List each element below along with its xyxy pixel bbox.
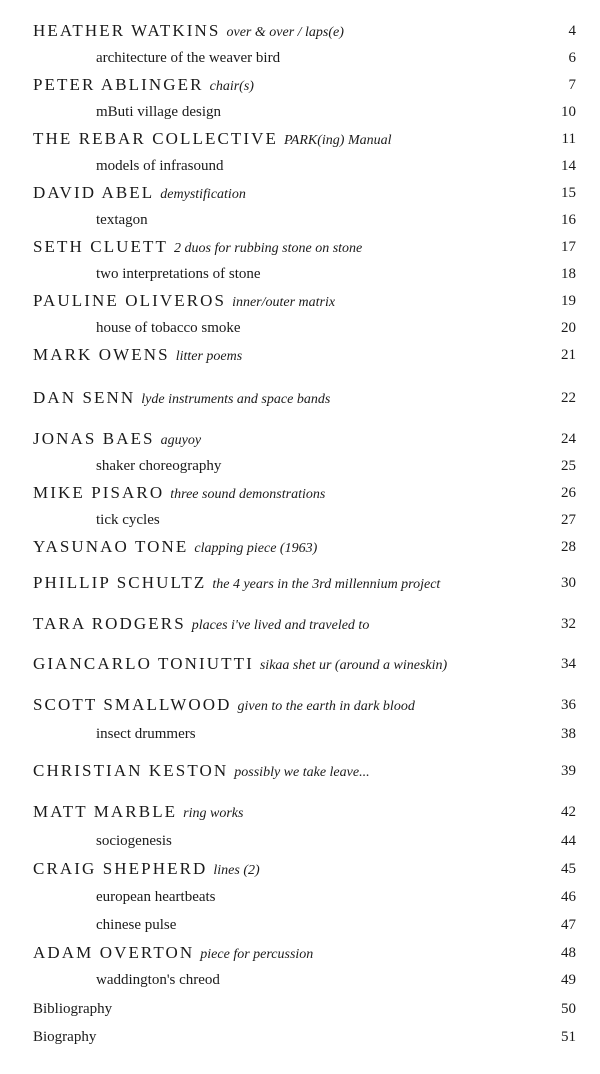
work-title: three sound demonstrations — [170, 487, 326, 502]
author-name: GIANCARLO TONIUTTI sikaa shet ur (around a wineskin) — [33, 654, 448, 673]
sub-entry-title: shaker choreography — [96, 458, 222, 474]
toc-entry — [0, 611, 600, 637]
author-name: YASUNAO TONE clapping piece (1963) — [33, 537, 318, 556]
author-name: MIKE PISARO three sound demonstrations — [33, 483, 326, 502]
author-name: DAVID ABEL demystification — [33, 183, 246, 202]
page-number: 28 — [561, 539, 576, 555]
work-title: chair(s) — [209, 79, 254, 94]
page-number: 18 — [561, 266, 576, 282]
toc-entry — [0, 799, 600, 825]
toc-sub-entry — [0, 884, 600, 910]
toc-entry — [0, 72, 600, 98]
page-number: 51 — [561, 1029, 576, 1045]
toc-entry — [0, 570, 600, 596]
work-title: given to the earth in dark blood — [237, 699, 415, 714]
author-name: CHRISTIAN KESTON possibly we take leave... — [33, 761, 370, 780]
sub-entry-title: waddington's chreod — [96, 972, 220, 988]
toc-sub-entry — [0, 828, 600, 854]
sub-entry-title: european heartbeats — [96, 889, 216, 905]
author-name: TARA RODGERS places i've lived and traveled to — [33, 614, 370, 633]
toc-sub-entry — [0, 207, 600, 233]
page-number: 46 — [561, 889, 576, 905]
biography-label: Biography — [33, 1029, 97, 1045]
toc-entry — [0, 426, 600, 452]
page-number: 24 — [561, 431, 576, 447]
page-number: 42 — [561, 804, 576, 820]
work-title: litter poems — [175, 349, 243, 364]
work-title: demystification — [160, 187, 246, 202]
page-number: 48 — [561, 945, 576, 961]
toc-entry — [0, 180, 600, 206]
toc-sub-entry — [0, 261, 600, 287]
sub-entry-title: two interpretations of stone — [96, 266, 261, 282]
page-number: 32 — [561, 616, 576, 632]
toc-sub-entry — [0, 967, 600, 993]
toc-entry — [0, 534, 600, 560]
toc-sub-entry — [0, 453, 600, 479]
page-number: 21 — [561, 347, 576, 363]
page-number: 50 — [561, 1001, 576, 1017]
toc-entry — [0, 385, 600, 411]
author-name: JONAS BAES aguyoy — [33, 429, 202, 448]
page-number: 26 — [561, 485, 576, 501]
author-name: DAN SENN lyde instruments and space bands — [33, 388, 331, 407]
work-title: 2 duos for rubbing stone on stone — [174, 241, 363, 256]
author-name: HEATHER WATKINS over & over / laps(e) — [33, 21, 344, 40]
author-name: PETER ABLINGER chair(s) — [33, 75, 254, 94]
work-title: over & over / laps(e) — [226, 25, 344, 40]
sub-entry-title: models of infrasound — [96, 158, 224, 174]
work-title: piece for percussion — [200, 947, 314, 962]
author-name: SETH CLUETT 2 duos for rubbing stone on stone — [33, 237, 363, 256]
page-number: 39 — [561, 763, 576, 779]
page-number: 20 — [561, 320, 576, 336]
sub-entry-title: sociogenesis — [96, 833, 172, 849]
page-number: 7 — [568, 77, 576, 93]
page-number: 6 — [568, 50, 576, 66]
page-number: 10 — [561, 104, 576, 120]
page-number: 34 — [561, 656, 576, 672]
page-number: 47 — [561, 917, 576, 933]
work-title: inner/outer matrix — [232, 295, 336, 310]
work-title: ring works — [183, 806, 244, 821]
toc-sub-entry — [0, 99, 600, 125]
toc-entry — [0, 758, 600, 784]
work-title: lyde instruments and space bands — [141, 392, 331, 407]
sub-entry-title: chinese pulse — [96, 917, 177, 933]
work-title: aguyoy — [160, 433, 202, 448]
sub-entry-title: house of tobacco smoke — [96, 320, 241, 336]
toc-entry — [0, 480, 600, 506]
toc-sub-entry — [0, 507, 600, 533]
author-name: CRAIG SHEPHERD lines (2) — [33, 859, 260, 878]
toc-entry — [0, 692, 600, 718]
author-name: THE REBAR COLLECTIVE PARK(ing) Manual — [33, 129, 392, 148]
toc-entry — [0, 856, 600, 882]
page-number: 30 — [561, 575, 576, 591]
toc-sub-entry — [0, 315, 600, 341]
author-name: MATT MARBLE ring works — [33, 802, 244, 821]
page-number: 22 — [561, 390, 576, 406]
author-name: PAULINE OLIVEROS inner/outer matrix — [33, 291, 336, 310]
toc-entry — [0, 126, 600, 152]
page-number: 19 — [561, 293, 576, 309]
page-number: 25 — [561, 458, 576, 474]
author-name: ADAM OVERTON piece for percussion — [33, 943, 314, 962]
toc-sub-entry — [0, 912, 600, 938]
page-number: 27 — [561, 512, 576, 528]
toc-entry — [0, 651, 600, 677]
sub-entry-title: textagon — [96, 212, 148, 228]
toc-entry — [0, 940, 600, 966]
page-number: 45 — [561, 861, 576, 877]
page-number: 16 — [561, 212, 576, 228]
author-name: SCOTT SMALLWOOD given to the earth in dark blood — [33, 695, 415, 714]
page-number: 15 — [561, 185, 576, 201]
toc-back-matter-entry — [0, 1024, 600, 1050]
page-number: 44 — [561, 833, 576, 849]
page-number: 49 — [561, 972, 576, 988]
toc-sub-entry — [0, 45, 600, 71]
work-title: lines (2) — [213, 863, 260, 878]
toc-entry — [0, 342, 600, 368]
work-title: PARK(ing) Manual — [284, 133, 392, 148]
sub-entry-title: architecture of the weaver bird — [96, 50, 281, 66]
page-number: 17 — [561, 239, 576, 255]
bibliography-label: Bibliography — [33, 1001, 113, 1017]
page-number: 11 — [561, 131, 576, 147]
toc-entry — [0, 288, 600, 314]
author-name: MARK OWENS litter poems — [33, 345, 243, 364]
work-title: places i've lived and traveled to — [191, 618, 370, 633]
work-title: sikaa shet ur (around a wineskin) — [259, 658, 448, 673]
author-name: PHILLIP SCHULTZ the 4 years in the 3rd millennium project — [33, 573, 441, 592]
page-number: 4 — [568, 23, 576, 39]
toc-entry — [0, 18, 600, 44]
page-number: 38 — [561, 726, 576, 742]
work-title: the 4 years in the 3rd millennium project — [212, 577, 441, 592]
page-number: 36 — [561, 697, 576, 713]
toc-entry — [0, 234, 600, 260]
toc-sub-entry — [0, 153, 600, 179]
toc-back-matter-entry — [0, 996, 600, 1022]
toc-sub-entry — [0, 721, 600, 747]
page-number: 14 — [561, 158, 576, 174]
work-title: possibly we take leave... — [234, 765, 370, 780]
sub-entry-title: tick cycles — [96, 512, 160, 528]
sub-entry-title: mButi village design — [96, 104, 221, 120]
work-title: clapping piece (1963) — [194, 541, 318, 556]
sub-entry-title: insect drummers — [96, 726, 196, 742]
